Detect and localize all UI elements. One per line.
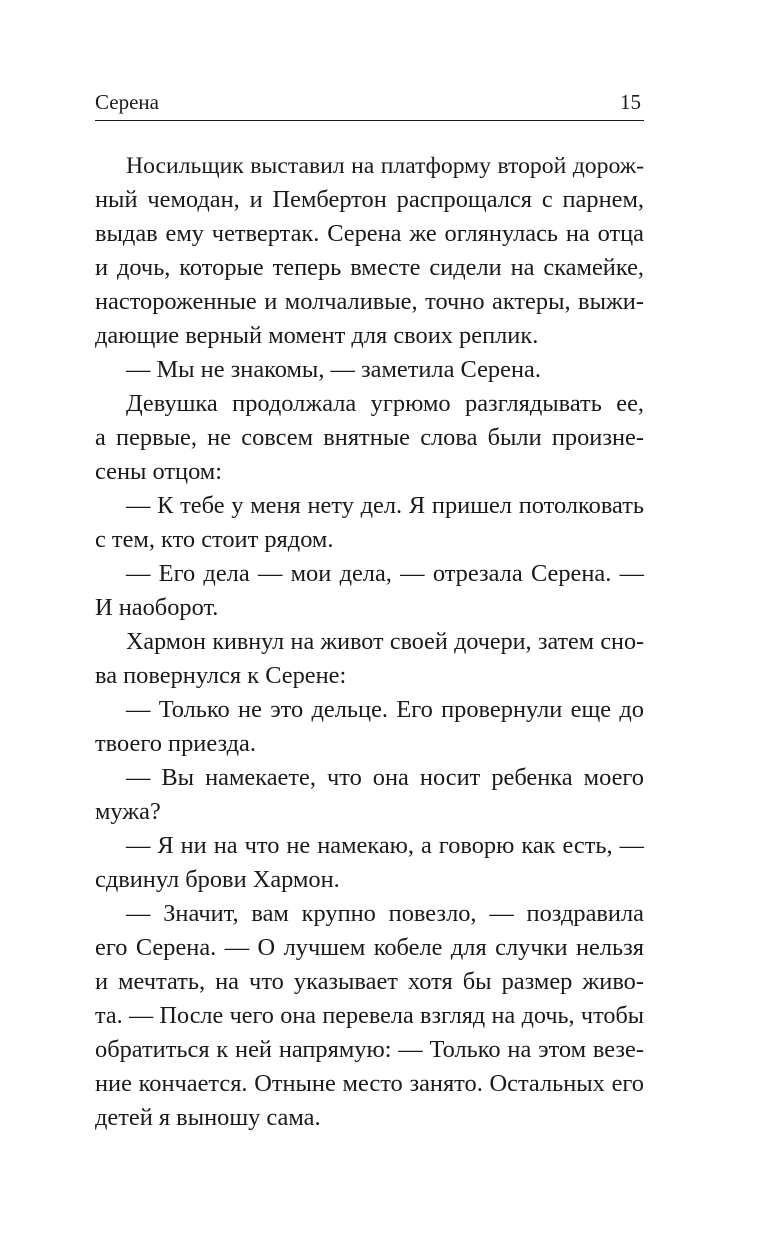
text-line: а первые, не совсем внятные слова были произне- bbox=[95, 424, 644, 451]
text-line: дающие верный момент для своих реплик. bbox=[95, 322, 539, 349]
text-line: сдвинул брови Хармон. bbox=[95, 866, 340, 893]
text-line: и дочь, которые теперь вместе сидели на скамейке, bbox=[95, 254, 644, 281]
text-line: детей я выношу сама. bbox=[95, 1104, 321, 1131]
text-line: — Вы намекаете, что она носит ребенка моего bbox=[126, 764, 644, 791]
text-line: его Серена. — О лучшем кобеле для случки нельзя bbox=[95, 934, 644, 961]
page-number: 15 bbox=[620, 90, 641, 114]
text-line: ва повернулся к Серене: bbox=[95, 662, 347, 689]
running-head bbox=[95, 86, 644, 121]
text-line: Девушка продолжала угрюмо разглядывать ее, bbox=[126, 390, 644, 417]
text-line: — Мы не знакомы, — заметила Серена. bbox=[126, 356, 541, 383]
text-line: выдав ему четвертак. Серена же оглянулась на отца bbox=[95, 220, 644, 247]
text-line: обратиться к ней напрямую: — Только на этом везе- bbox=[95, 1036, 644, 1063]
text-line: с тем, кто стоит рядом. bbox=[95, 526, 334, 553]
text-line: И наоборот. bbox=[95, 594, 219, 621]
text-line: ние кончается. Отныне место занято. Остальных его bbox=[95, 1070, 644, 1097]
text-line: — Я ни на что не намекаю, а говорю как есть, — bbox=[126, 832, 644, 859]
text-line: — Только не это дельце. Его провернули еще до bbox=[126, 696, 644, 723]
text-line: и мечтать, на что указывает хотя бы размер живо- bbox=[95, 968, 644, 995]
text-line: — Значит, вам крупно повезло, — поздравила bbox=[126, 900, 644, 927]
text-line: ный чемодан, и Пембертон распрощался с парнем, bbox=[95, 186, 644, 213]
text-line: Носильщик выставил на платформу второй дорож- bbox=[126, 153, 644, 179]
text-line: — К тебе у меня нету дел. Я пришел потолковать bbox=[126, 492, 644, 519]
text-line: твоего приезда. bbox=[95, 730, 256, 757]
text-line: мужа? bbox=[95, 798, 161, 825]
text-line: настороженные и молчаливые, точно актеры, выжи- bbox=[95, 288, 644, 315]
running-title: Серена bbox=[95, 90, 159, 114]
text-line: сены отцом: bbox=[95, 458, 223, 485]
text-line: Хармон кивнул на живот своей дочери, затем сно- bbox=[126, 629, 644, 655]
text-line: та. — После чего она перевела взгляд на дочь, чтобы bbox=[95, 1002, 644, 1029]
body-text bbox=[95, 149, 644, 1135]
text-line: — Его дела — мои дела, — отрезала Серена. — bbox=[126, 560, 644, 587]
